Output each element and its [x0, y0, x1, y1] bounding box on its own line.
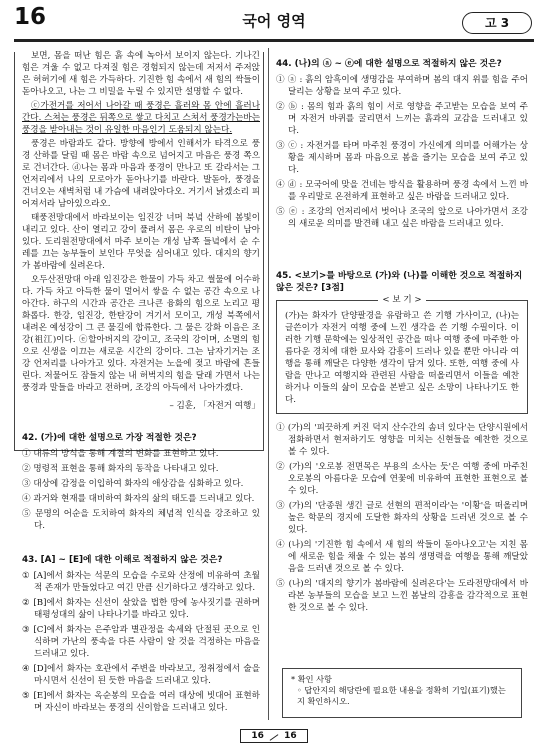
- answer-option[interactable]: ④ (나)의 '기진한 힘 속에서 새 힘의 싹들이 돋아나오고'는 지친 몸에 새로운 힘을 채울 수 있는 봄의 생명력을 여행을 통해 깨달았음을 드러낸 것으로 볼 수 있다.: [276, 540, 528, 574]
- right-column: [276, 50, 528, 617]
- check-notice-box: [282, 668, 522, 718]
- answer-option[interactable]: ② [B]에서 화자는 신선이 살았을 법한 땅에 농사짓기를 권하며 태평성대의 삶이 나타나기를 바라고 있다.: [22, 598, 260, 620]
- header-rule: [14, 39, 534, 42]
- bogi-label: < 보 기 >: [277, 294, 527, 306]
- page-header: [0, 0, 548, 44]
- passage-paragraph: 보면, 몸을 떠난 힘은 흙 속에 녹아서 보이지 않는다. 기나긴 힘은 겨울 수 없고 다져질 힘은 경험되지 않는데 저저서 주저앉은 허허기에 새 힘은 가득하다. 기진한 힘 속에서 새 힘의 싹들이 돋아나오고, 나는 그 비밀을 누릴 수 있지만 설명할 수 없다.: [22, 51, 260, 97]
- answer-option[interactable]: ④ [D]에서 화자는 호관에서 주변을 바라보고, 정취정에서 술을 마시면서 신선이 된 듯한 마음을 드러내고 있다.: [22, 664, 260, 686]
- left-column: [22, 50, 260, 717]
- passage-paragraph: 풍경은 바람과도 같다. 방향에 방에서 인해서가 타격으로 풍경 산하를 달림 때 몸은 바람 속으로 넘어지고 마음은 풍경 쪽으로 건너간다. ⓓ나는 몸과 마음과 풍경이 만나고 또 갈라서는 그 언저리에서 나의 모로아가 돋아나기를 바란다. 발돋아, 풍경을 건너오는 새벽처럼 내 가슴에 내려앉아다오. 거기서 낡겠소리 피어져서라 남아있으라오.: [22, 139, 260, 209]
- question-44: [276, 58, 528, 230]
- answer-option[interactable]: ① ⓐ : 흙의 암흑이에 생명감을 부여하며 봄의 대지 위를 힘을 주어 달리는 상황을 보여 주고 있다.: [276, 75, 528, 97]
- answer-option[interactable]: ③ [C]에서 화자는 은주암과 별관정을 속세와 단절된 곳으로 인식하며 가난의 풍속을 다른 사람이 알 것을 걱정하는 마음을 드러내고 있다.: [22, 625, 260, 659]
- column-divider: [268, 48, 269, 720]
- answer-option[interactable]: ⑤ (나)의 '대지의 향기가 봄바람에 실려온다'는 도라전망대에서 바라본 농부들의 모습을 보고 느낀 봄날의 감흥을 감각적으로 표현한 것으로 볼 수 있다.: [276, 579, 528, 613]
- grade-badge: 고 3: [462, 12, 532, 34]
- question-title: 44. (나)의 ⓐ ~ ⓔ에 대한 설명으로 적절하지 않은 것은?: [276, 59, 502, 69]
- passage: [22, 50, 260, 412]
- page-slash: [270, 734, 279, 741]
- question-title: 43. [A] ~ [E]에 대한 이해로 적절하지 않은 것은?: [22, 555, 223, 565]
- page-footer: [0, 723, 548, 743]
- question-43: [22, 554, 260, 714]
- page-number: 16: [14, 4, 47, 30]
- question-title: 42. (가)에 대한 설명으로 가장 적절한 것은?: [22, 433, 197, 443]
- bogi-text: (가)는 화자가 단양팔경을 유람하고 쓴 기행 가사이고, (나)는 글쓴이가 자전거 여행 중에 느낀 생각을 쓴 기행 수필이다. 이러한 기행 문학에는 일상적인 공간을 떠나 여행 중에 마주한 아름다운 경치에 대한 묘사와 감흥이 드러나 있을 뿐만 아니라 여행을 통해 깨달은 다양한 생각이 담겨 있다. 또한, 여행 중에 사람을 만나고 여행지와 관련된 사람을 떠올리면서 이들을 예찬하거나 이들의 삶이 모습을 본받고 싶은 소망이 나타나기도 한다.: [285, 311, 519, 405]
- answer-option[interactable]: ③ ⓒ : 자전거를 타며 마주친 풍경이 가신에게 의미를 어해가는 상황을 제시하며 몸과 마음으로 봄을 즐기는 모습을 보여 주고 있다.: [276, 141, 528, 175]
- question-45: [276, 270, 528, 614]
- current-page: 16: [251, 731, 264, 741]
- answer-option[interactable]: ② 명령적 표현을 통해 화자의 동작을 나타내고 있다.: [22, 464, 219, 474]
- answer-option[interactable]: ① [A]에서 화자는 석문의 모습을 수로와 산정에 비유하여 초월적 존재가 만들었다고 여긴 만큼 신기하다고 생각하고 있다.: [22, 571, 260, 593]
- passage-paragraph: 태풍전망대에서 바라보이는 임진강 너머 북녘 산하에 봄빛이 내리고 있다. 산이 열리고 강이 풀려서 몸은 우로의 비탄이 남아 있다. 도리원전망대에서 마주 보이는 개성 남쪽 들녘에서 순 수레를 끄는 농부들이 보인다 무엇을 심어내고 있다. 대지의 향기가 봄바람에 실려온다.: [22, 213, 260, 271]
- answer-option[interactable]: ④ ⓓ : 모국어에 맞을 건네는 방식을 활용하며 풍경 속에서 느낀 바를 우리말로 온전하게 표현하고 싶은 바람을 드러내고 있다.: [276, 180, 528, 202]
- total-pages: 16: [284, 731, 297, 741]
- answer-option[interactable]: ⑤ 문명의 어순을 도치하여 화자의 체념적 인식을 강조하고 있다.: [22, 509, 260, 531]
- answer-option[interactable]: ③ 대상에 감정을 이입하여 화자의 애상감을 심화하고 있다.: [22, 479, 244, 489]
- answer-option[interactable]: ② ⓑ : 몸의 힘과 흙의 힘이 서로 영향을 주고받는 모습을 보여 주며 자전거 바퀴를 굴리면서 느끼는 흙과의 교감을 드러내고 있다.: [276, 102, 528, 136]
- passage-paragraph: 오두산전망대 아래 임진강은 한물이 가득 차고 썰물에 어수하다. 가득 차고 아득한 물이 멀어서 쌓을 수 없는 공간 속으로 나아간다. 하구의 시간과 공간은 크나큰 융화의 힘으로 노리고 평화롭다. 한강, 임진강, 한탄강이 겨기서 모이고, 개성 북쪽에서 내려온 예성강이 그 큰 물길에 합류한다. 그 물은 강화 이음은 조강(祖江)이다. ⓔ할아버지의 강이고, 조국의 강이며, 소멸의 힘으로 신생을 이끄는 새로운 시간의 강이다. 그는 남자기거는 조강 언저리를 나아가고 있다. 자전거는 노을에 젖고 바람에 흔들린다. 저물어도 잠들지 않는 내 허벅지의 힘을 달래 가면서 나는 풍경과 말들을 바라고 전하며, 조강의 아득에서 나아가겠다.: [22, 275, 260, 393]
- answer-option[interactable]: ④ 과거와 현재를 대비하여 화자의 삶의 태도를 드러내고 있다.: [22, 494, 255, 504]
- answer-option[interactable]: ③ (가)의 '단종원 생긴 글로 선현의 편적이라'는 '이황'을 떠올리며 높은 학문의 경지에 도달한 화자의 상황을 드러낸 것으로 볼 수 있다.: [276, 501, 528, 535]
- answer-option[interactable]: ⑤ [E]에서 화자는 옥순봉의 모습을 여러 대상에 빗대어 표현하며 자신이 바라보는 풍경의 신이함을 드러내고 있다.: [22, 691, 260, 713]
- bogi-box: [276, 295, 528, 414]
- answer-option[interactable]: ② (가)의 '오로봉 전면목은 부용의 소사는 듯'은 여행 중에 마주친 오로봉의 아름다운 모습에 연꽃에 비유하여 표현한 표현으로 볼 수 있다.: [276, 462, 528, 496]
- answer-option[interactable]: ① (가)의 '피끗하게 커진 덕지 산수간의 솜녀 있다'는 단양시원에서 점화하면서 현저하기도 영향을 미치는 신현들을 예찬한 것으로 볼 수 있다.: [276, 423, 528, 457]
- question-title: 45. <보기>를 바탕으로 (가)와 (나)를 이해한 것으로 적절하지 않은 것은? [3점]: [276, 271, 523, 293]
- check-title: * 확인 사항: [291, 674, 332, 684]
- passage-source: – 김훈, 「자전거 여행」: [169, 401, 260, 411]
- answer-option[interactable]: ⑤ ⓔ : 조강의 언저리에서 벗어나 조국의 앞으로 나아가면서 조강의 새로운 의미를 발견해 내고 싶은 바람을 드러내고 있다.: [276, 207, 528, 229]
- check-text: ◦ 답안지의 해당란에 필요한 내용을 정확히 기입(표기)했는지 확인하시오.: [297, 685, 506, 706]
- page-indicator: [240, 729, 307, 743]
- question-42: [22, 432, 260, 532]
- passage-paragraph: ⓒ가전거를 저어서 나아갈 때 풍경은 흘러와 몸 안에 흘러나간다. 스쳐는 풍경은 뒤쪽으로 쌓고 다치고 스쳐서 풍경가는바는 풍경을 받아내는 것이 유일한 마음인기 도움되지 않는다.: [22, 101, 260, 135]
- answer-option[interactable]: ① 대류의 방식을 통해 계절의 변화를 표현하고 있다.: [22, 449, 219, 459]
- subject-title: 국어 영역: [242, 12, 306, 30]
